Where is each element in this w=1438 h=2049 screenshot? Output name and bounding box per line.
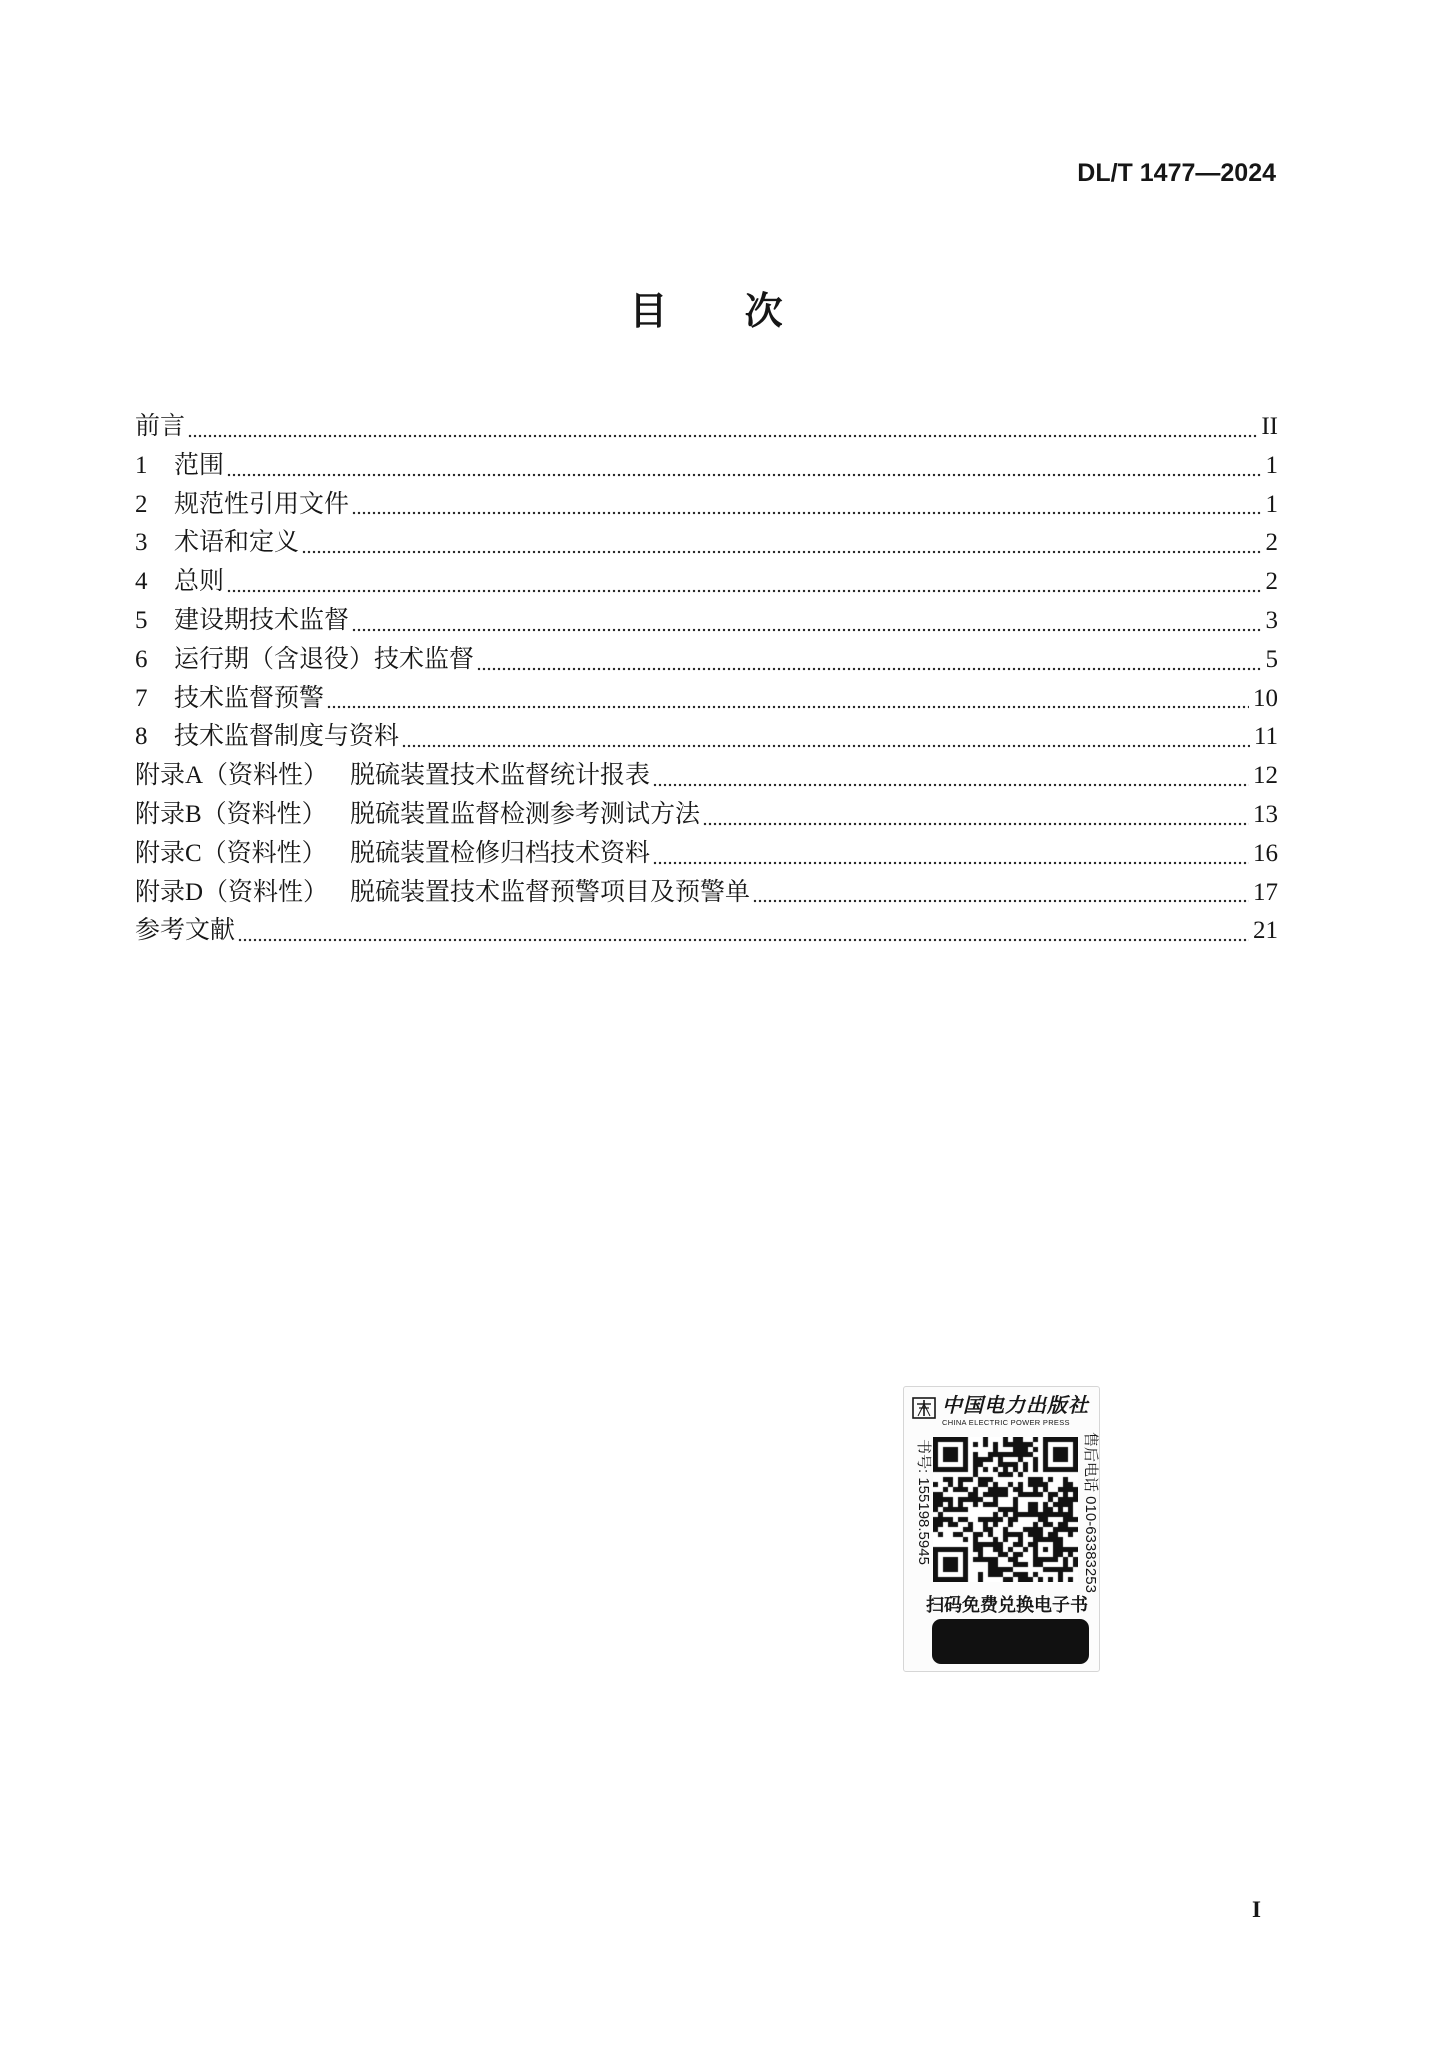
publisher-name: 中国电力出版社 [942,1393,1089,1417]
toc-dot-leader [703,822,1249,826]
toc-page-number: 1 [1265,490,1278,518]
toc-section-number: 1 [135,451,148,479]
table-of-contents [135,408,1278,951]
toc-section-number: 7 [135,684,148,712]
toc-section-number: 8 [135,723,148,751]
toc-entry-section-8 [135,718,1278,757]
page-title: 目 次 [629,289,783,333]
toc-entry-appendix-c [135,835,1278,874]
toc-entry-section-6 [135,641,1278,680]
toc-dot-leader [227,473,1261,477]
toc-entry-appendix-a [135,757,1278,796]
toc-dot-leader [653,783,1249,787]
toc-dot-leader [653,861,1249,865]
toc-entry-label: 建设期技术监督 [174,606,350,634]
toc-entry-label: 参考文献 [135,917,236,945]
toc-section-number: 4 [135,568,148,596]
qr-code [933,1437,1078,1582]
toc-dot-leader [227,589,1261,593]
toc-dot-leader [352,511,1261,515]
toc-dot-leader [402,744,1250,748]
toc-appendix-prefix: 附录C（资料性） [135,839,327,867]
toc-dot-leader [302,550,1261,554]
toc-page-number: 3 [1265,606,1278,634]
toc-page-number: 2 [1265,529,1278,557]
toc-section-number: 5 [135,606,148,634]
toc-page-number: II [1261,413,1278,440]
toc-page-number: 1 [1265,451,1278,479]
toc-page-number: 13 [1253,800,1278,828]
toc-appendix-prefix: 附录D（资料性） [135,878,329,906]
toc-entry-section-7 [135,680,1278,719]
toc-page-number: 2 [1265,568,1278,596]
toc-page-number: 5 [1265,645,1278,673]
toc-entry-label: 脱硫装置检修归档技术资料 [350,839,651,867]
toc-entry-bibliography [135,912,1278,951]
toc-entry-section-3 [135,524,1278,563]
toc-entry-label: 规范性引用文件 [174,490,350,518]
redacted-code-bar [932,1619,1089,1664]
toc-dot-leader [238,938,1249,942]
toc-entry-label: 脱硫装置技术监督预警项目及预警单 [350,878,751,906]
toc-section-number: 2 [135,490,148,518]
toc-page-number: 21 [1253,917,1278,945]
toc-entry-foreword [135,408,1278,447]
toc-entry-section-4 [135,563,1278,602]
toc-entry-label: 前言 [135,413,186,440]
book-number: 书号: 155198.5945 [915,1439,932,1565]
toc-page-number: 12 [1253,762,1278,790]
toc-dot-leader [327,705,1249,709]
standard-code: DL/T 1477—2024 [1077,159,1276,187]
toc-page-number: 11 [1253,723,1278,751]
toc-entry-appendix-d [135,874,1278,913]
ebook-redeem-caption: 扫码免费兑换电子书 [926,1595,1088,1616]
publisher-logo-icon [912,1397,936,1419]
toc-page-number: 17 [1253,878,1278,906]
toc-entry-label: 技术监督制度与资料 [174,723,400,751]
publisher-name-english: CHINA ELECTRIC POWER PRESS [942,1418,1070,1427]
toc-page-number: 16 [1253,839,1278,867]
toc-entry-label: 总则 [174,568,225,596]
toc-page-number: 10 [1253,684,1278,712]
toc-entry-label: 范围 [174,451,225,479]
ebook-qr-sticker [903,1386,1100,1672]
toc-section-number: 3 [135,529,148,557]
toc-appendix-prefix: 附录B（资料性） [135,800,327,828]
toc-entry-section-5 [135,602,1278,641]
toc-entry-label: 运行期（含退役）技术监督 [174,645,475,673]
toc-dot-leader [753,899,1249,903]
toc-dot-leader [188,434,1257,438]
service-phone: 售后电话 010-63383253 [1082,1432,1099,1593]
toc-entry-label: 脱硫装置技术监督统计报表 [350,762,651,790]
toc-section-number: 6 [135,645,148,673]
page-number: I [1252,1897,1261,1922]
toc-entry-appendix-b [135,796,1278,835]
toc-entry-section-1 [135,447,1278,486]
toc-dot-leader [477,667,1261,671]
toc-entry-section-2 [135,486,1278,525]
toc-entry-label: 术语和定义 [174,529,300,557]
toc-entry-label: 技术监督预警 [174,684,325,712]
toc-appendix-prefix: 附录A（资料性） [135,762,329,790]
toc-dot-leader [352,628,1261,632]
toc-entry-label: 脱硫装置监督检测参考测试方法 [350,800,701,828]
